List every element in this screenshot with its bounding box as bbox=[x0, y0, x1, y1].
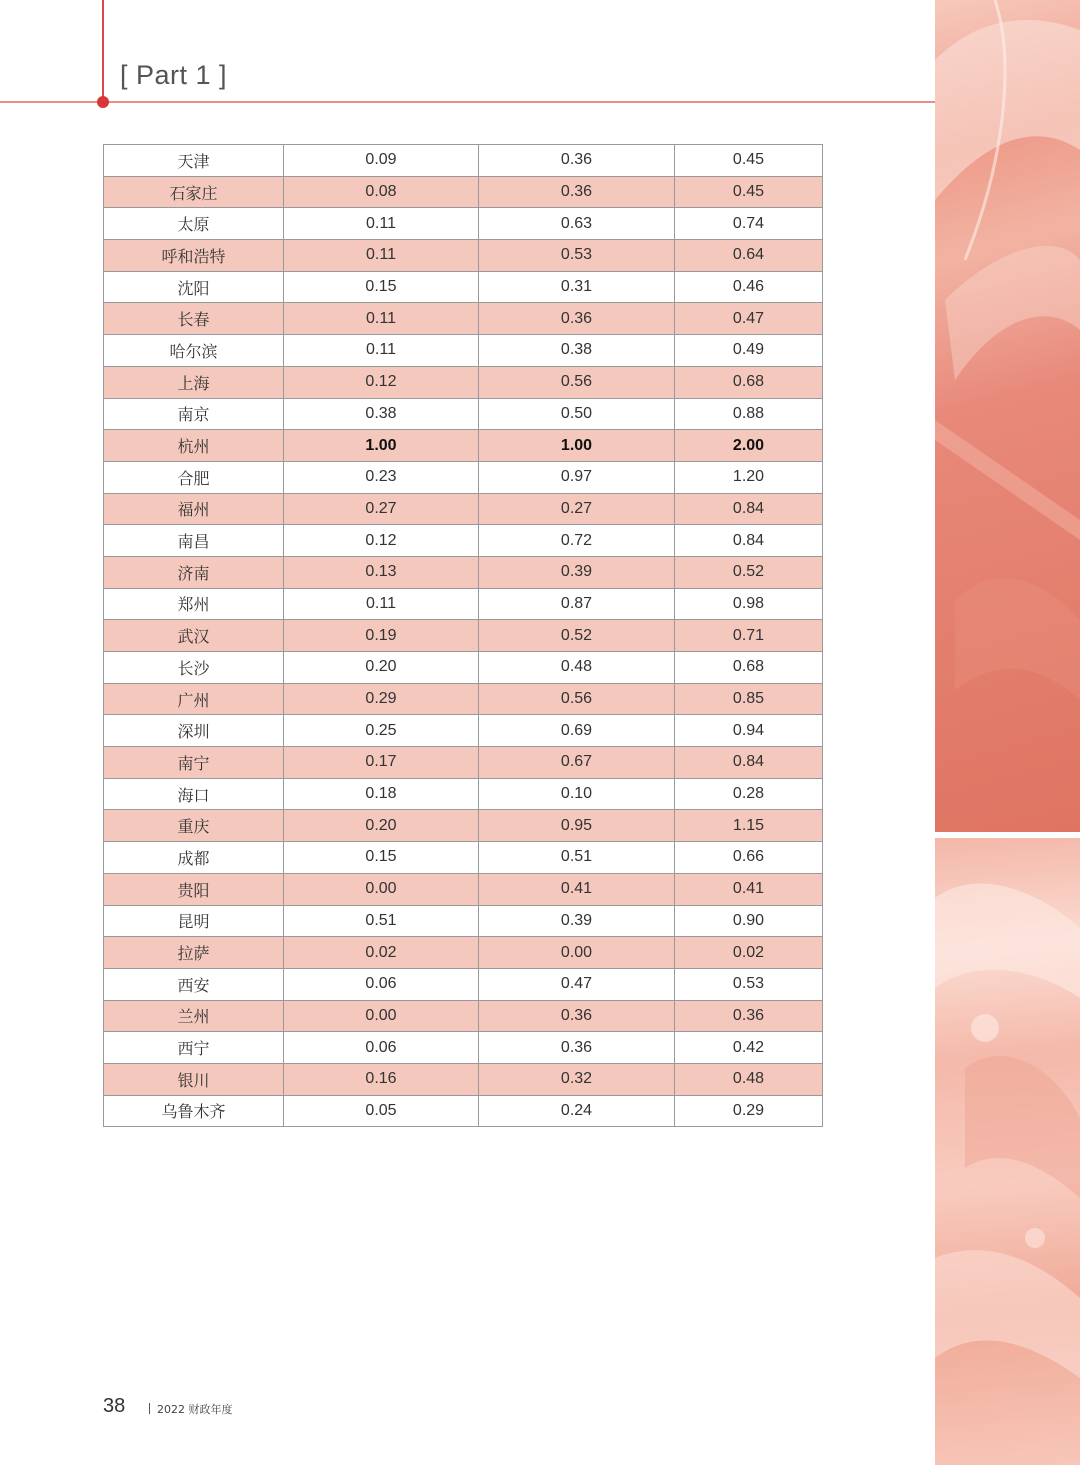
city-cell: 海口 bbox=[104, 778, 284, 810]
value-cell-col2: 0.56 bbox=[479, 366, 675, 398]
city-cell: 西安 bbox=[104, 968, 284, 1000]
city-cell: 南京 bbox=[104, 398, 284, 430]
value-cell-col2: 0.38 bbox=[479, 335, 675, 367]
value-cell-col3: 0.85 bbox=[675, 683, 823, 715]
value-cell-col2: 0.36 bbox=[479, 303, 675, 335]
value-cell-col3: 0.41 bbox=[675, 873, 823, 905]
value-cell-col1: 0.09 bbox=[284, 145, 479, 177]
table-row bbox=[104, 1063, 823, 1095]
value-cell-col1: 0.20 bbox=[284, 652, 479, 684]
value-cell-col2: 0.24 bbox=[479, 1095, 675, 1127]
ice-highlights bbox=[935, 0, 1080, 832]
value-cell-col1: 0.11 bbox=[284, 335, 479, 367]
table-row bbox=[104, 556, 823, 588]
table-row bbox=[104, 683, 823, 715]
city-cell: 武汉 bbox=[104, 620, 284, 652]
value-cell-col3: 0.84 bbox=[675, 747, 823, 779]
value-cell-col2: 0.39 bbox=[479, 905, 675, 937]
value-cell-col2: 0.63 bbox=[479, 208, 675, 240]
value-cell-col2: 0.36 bbox=[479, 145, 675, 177]
table-row bbox=[104, 873, 823, 905]
value-cell-col1: 0.25 bbox=[284, 715, 479, 747]
value-cell-col2: 0.51 bbox=[479, 842, 675, 874]
table-row bbox=[104, 335, 823, 367]
value-cell-col1: 0.13 bbox=[284, 556, 479, 588]
city-cell: 长春 bbox=[104, 303, 284, 335]
city-cell: 杭州 bbox=[104, 430, 284, 462]
value-cell-col1: 0.38 bbox=[284, 398, 479, 430]
city-cell: 上海 bbox=[104, 366, 284, 398]
footer-separator bbox=[149, 1403, 150, 1414]
city-cell: 合肥 bbox=[104, 461, 284, 493]
value-cell-col2: 0.41 bbox=[479, 873, 675, 905]
city-cell: 郑州 bbox=[104, 588, 284, 620]
table-row bbox=[104, 525, 823, 557]
page-number: 38 bbox=[103, 1395, 126, 1417]
city-cell: 成都 bbox=[104, 842, 284, 874]
value-cell-col2: 0.36 bbox=[479, 176, 675, 208]
value-cell-col3: 1.15 bbox=[675, 810, 823, 842]
table-row bbox=[104, 747, 823, 779]
value-cell-col3: 0.74 bbox=[675, 208, 823, 240]
table-row bbox=[104, 145, 823, 177]
city-cell: 拉萨 bbox=[104, 937, 284, 969]
value-cell-col1: 0.27 bbox=[284, 493, 479, 525]
city-cell: 昆明 bbox=[104, 905, 284, 937]
value-cell-col2: 0.31 bbox=[479, 271, 675, 303]
header-horizontal-rule bbox=[0, 101, 935, 103]
value-cell-col3: 0.64 bbox=[675, 240, 823, 272]
value-cell-col2: 0.97 bbox=[479, 461, 675, 493]
table-row bbox=[104, 430, 823, 462]
photo-lower-panel bbox=[935, 838, 1080, 1465]
city-cell: 银川 bbox=[104, 1063, 284, 1095]
city-cell: 西宁 bbox=[104, 1032, 284, 1064]
city-cell: 呼和浩特 bbox=[104, 240, 284, 272]
value-cell-col2: 0.36 bbox=[479, 1032, 675, 1064]
value-cell-col2: 0.69 bbox=[479, 715, 675, 747]
city-cell: 长沙 bbox=[104, 652, 284, 684]
value-cell-col1: 0.12 bbox=[284, 366, 479, 398]
header-vertical-rule bbox=[102, 0, 104, 102]
value-cell-col1: 0.00 bbox=[284, 1000, 479, 1032]
value-cell-col3: 0.29 bbox=[675, 1095, 823, 1127]
table-row bbox=[104, 1000, 823, 1032]
table-row bbox=[104, 968, 823, 1000]
value-cell-col1: 0.12 bbox=[284, 525, 479, 557]
value-cell-col3: 0.48 bbox=[675, 1063, 823, 1095]
value-cell-col3: 0.47 bbox=[675, 303, 823, 335]
value-cell-col2: 0.48 bbox=[479, 652, 675, 684]
value-cell-col1: 0.11 bbox=[284, 240, 479, 272]
city-cell: 石家庄 bbox=[104, 176, 284, 208]
value-cell-col2: 0.39 bbox=[479, 556, 675, 588]
value-cell-col3: 0.66 bbox=[675, 842, 823, 874]
table-row bbox=[104, 652, 823, 684]
city-cell: 南宁 bbox=[104, 747, 284, 779]
table-row bbox=[104, 620, 823, 652]
value-cell-col1: 0.15 bbox=[284, 271, 479, 303]
value-cell-col2: 0.56 bbox=[479, 683, 675, 715]
table-body bbox=[104, 145, 823, 1127]
table-row bbox=[104, 1032, 823, 1064]
value-cell-col3: 0.68 bbox=[675, 366, 823, 398]
table-row bbox=[104, 588, 823, 620]
table-row bbox=[104, 176, 823, 208]
value-cell-col3: 0.53 bbox=[675, 968, 823, 1000]
value-cell-col1: 1.00 bbox=[284, 430, 479, 462]
value-cell-col3: 0.90 bbox=[675, 905, 823, 937]
value-cell-col2: 0.87 bbox=[479, 588, 675, 620]
table-row bbox=[104, 398, 823, 430]
value-cell-col2: 0.27 bbox=[479, 493, 675, 525]
city-cell: 深圳 bbox=[104, 715, 284, 747]
table-row bbox=[104, 271, 823, 303]
value-cell-col3: 0.46 bbox=[675, 271, 823, 303]
city-cell: 广州 bbox=[104, 683, 284, 715]
value-cell-col3: 0.49 bbox=[675, 335, 823, 367]
value-cell-col2: 0.53 bbox=[479, 240, 675, 272]
value-cell-col2: 0.00 bbox=[479, 937, 675, 969]
value-cell-col3: 0.94 bbox=[675, 715, 823, 747]
value-cell-col3: 0.45 bbox=[675, 145, 823, 177]
value-cell-col2: 0.50 bbox=[479, 398, 675, 430]
value-cell-col2: 0.32 bbox=[479, 1063, 675, 1095]
city-cell: 乌鲁木齐 bbox=[104, 1095, 284, 1127]
value-cell-col3: 0.84 bbox=[675, 493, 823, 525]
value-cell-col2: 0.72 bbox=[479, 525, 675, 557]
ice-texture bbox=[935, 838, 1080, 1465]
city-cell: 沈阳 bbox=[104, 271, 284, 303]
value-cell-col2: 0.36 bbox=[479, 1000, 675, 1032]
value-cell-col1: 0.29 bbox=[284, 683, 479, 715]
value-cell-col1: 0.06 bbox=[284, 968, 479, 1000]
side-decorative-photo bbox=[935, 0, 1080, 1465]
photo-upper-panel bbox=[935, 0, 1080, 832]
value-cell-col2: 0.10 bbox=[479, 778, 675, 810]
value-cell-col2: 1.00 bbox=[479, 430, 675, 462]
table-row bbox=[104, 1095, 823, 1127]
table-row bbox=[104, 842, 823, 874]
city-cell: 南昌 bbox=[104, 525, 284, 557]
value-cell-col3: 0.98 bbox=[675, 588, 823, 620]
table-row bbox=[104, 937, 823, 969]
city-cell: 哈尔滨 bbox=[104, 335, 284, 367]
value-cell-col1: 0.05 bbox=[284, 1095, 479, 1127]
value-cell-col1: 0.23 bbox=[284, 461, 479, 493]
city-data-table bbox=[103, 144, 823, 1127]
value-cell-col1: 0.11 bbox=[284, 588, 479, 620]
value-cell-col2: 0.47 bbox=[479, 968, 675, 1000]
value-cell-col3: 0.84 bbox=[675, 525, 823, 557]
value-cell-col3: 0.52 bbox=[675, 556, 823, 588]
table-row bbox=[104, 493, 823, 525]
city-cell: 济南 bbox=[104, 556, 284, 588]
value-cell-col1: 0.20 bbox=[284, 810, 479, 842]
city-cell: 太原 bbox=[104, 208, 284, 240]
value-cell-col2: 0.52 bbox=[479, 620, 675, 652]
value-cell-col3: 0.45 bbox=[675, 176, 823, 208]
value-cell-col3: 0.71 bbox=[675, 620, 823, 652]
table-row bbox=[104, 905, 823, 937]
table-row bbox=[104, 715, 823, 747]
value-cell-col3: 1.20 bbox=[675, 461, 823, 493]
value-cell-col2: 0.67 bbox=[479, 747, 675, 779]
table-row bbox=[104, 208, 823, 240]
city-cell: 重庆 bbox=[104, 810, 284, 842]
table-row bbox=[104, 810, 823, 842]
value-cell-col1: 0.19 bbox=[284, 620, 479, 652]
footer-publication: 2022 财政年度 bbox=[157, 1403, 233, 1416]
value-cell-col3: 0.28 bbox=[675, 778, 823, 810]
value-cell-col3: 2.00 bbox=[675, 430, 823, 462]
value-cell-col1: 0.11 bbox=[284, 303, 479, 335]
part-title: [ Part 1 ] bbox=[120, 60, 228, 90]
city-cell: 天津 bbox=[104, 145, 284, 177]
value-cell-col1: 0.11 bbox=[284, 208, 479, 240]
value-cell-col1: 0.51 bbox=[284, 905, 479, 937]
table-row bbox=[104, 778, 823, 810]
value-cell-col3: 0.88 bbox=[675, 398, 823, 430]
value-cell-col1: 0.17 bbox=[284, 747, 479, 779]
value-cell-col1: 0.15 bbox=[284, 842, 479, 874]
value-cell-col3: 0.36 bbox=[675, 1000, 823, 1032]
table-row bbox=[104, 461, 823, 493]
value-cell-col2: 0.95 bbox=[479, 810, 675, 842]
table-row bbox=[104, 303, 823, 335]
value-cell-col1: 0.08 bbox=[284, 176, 479, 208]
city-cell: 贵阳 bbox=[104, 873, 284, 905]
table-row bbox=[104, 240, 823, 272]
value-cell-col1: 0.16 bbox=[284, 1063, 479, 1095]
table-row bbox=[104, 366, 823, 398]
city-cell: 福州 bbox=[104, 493, 284, 525]
value-cell-col1: 0.18 bbox=[284, 778, 479, 810]
value-cell-col3: 0.42 bbox=[675, 1032, 823, 1064]
value-cell-col3: 0.68 bbox=[675, 652, 823, 684]
value-cell-col1: 0.06 bbox=[284, 1032, 479, 1064]
value-cell-col1: 0.00 bbox=[284, 873, 479, 905]
value-cell-col1: 0.02 bbox=[284, 937, 479, 969]
city-cell: 兰州 bbox=[104, 1000, 284, 1032]
header-rule-dot bbox=[97, 96, 109, 108]
value-cell-col3: 0.02 bbox=[675, 937, 823, 969]
